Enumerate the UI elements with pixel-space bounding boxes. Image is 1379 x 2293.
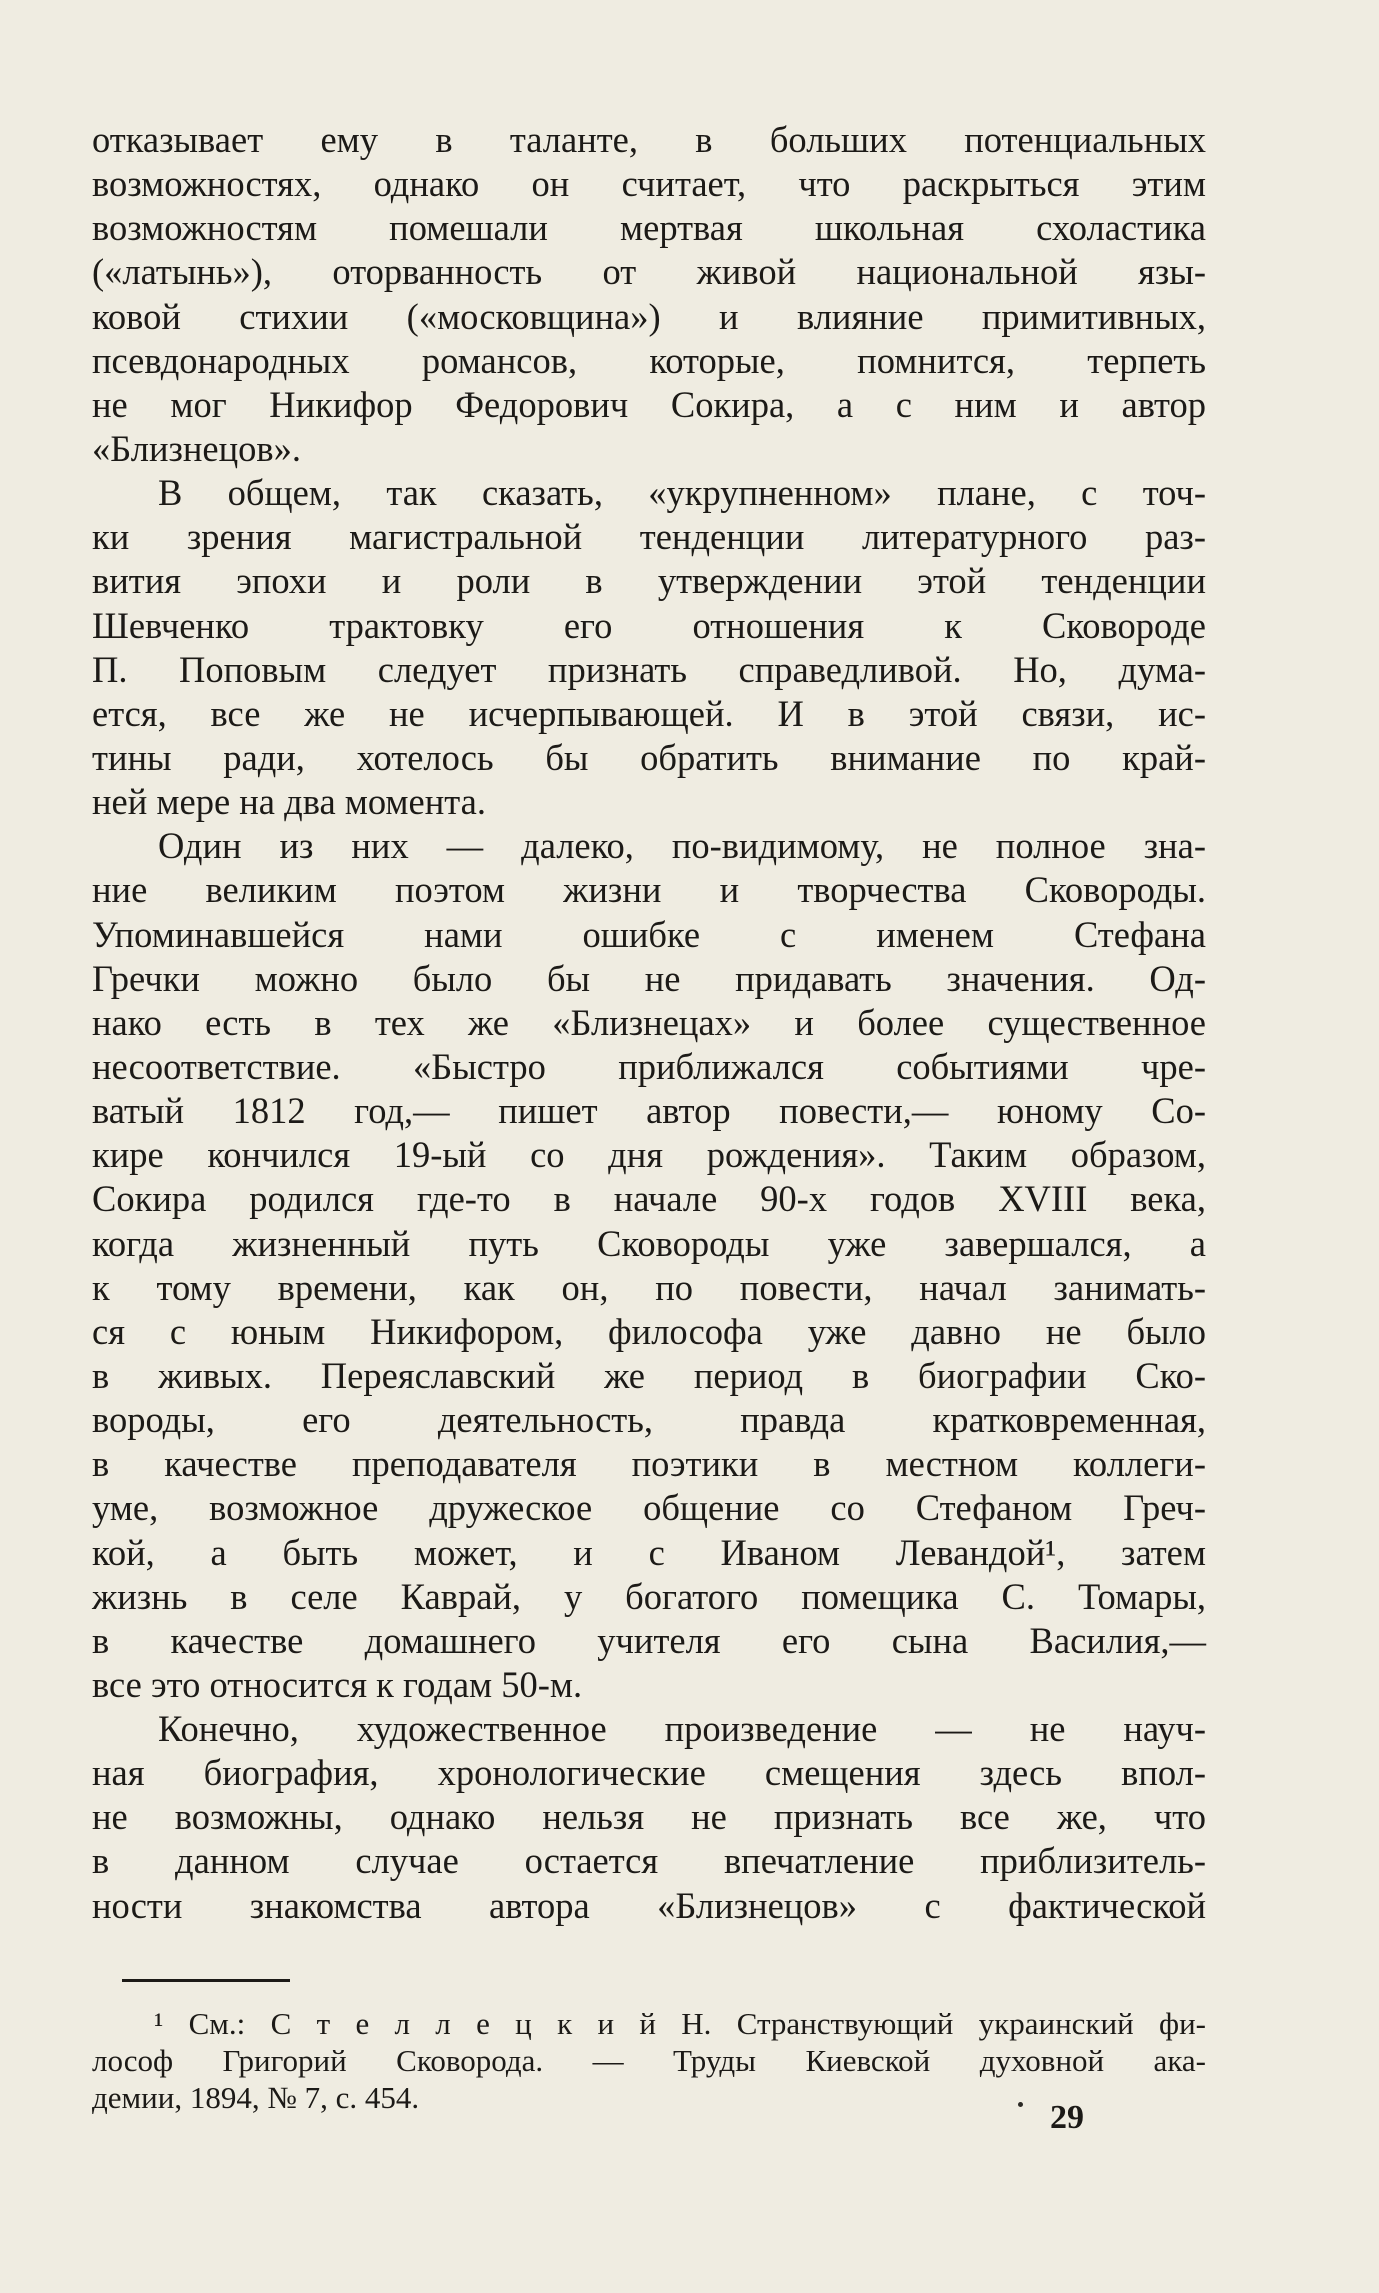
ink-speck [1018, 2102, 1023, 2107]
text-line: Конечно, художественное произведение — не науч- [158, 1708, 1206, 1750]
paragraph-3 [92, 824, 1206, 1707]
text-line: ки зрения магистральной тенденции литературного раз- [92, 516, 1206, 558]
text-line: кой, а быть может, и с Иваном Левандой¹, затем [92, 1531, 1206, 1573]
text-line: Гречки можно было бы не придавать значения. Од- [92, 957, 1206, 999]
text-line: ности знакомства автора «Близнецов» с фактической [92, 1884, 1206, 1926]
text-line: когда жизненный путь Сковороды уже завершался, а [92, 1222, 1206, 1264]
text-line: Шевченко трактовку его отношения к Сковороде [92, 604, 1206, 646]
text-line: в качестве домашнего учителя его сына Василия,— [92, 1619, 1206, 1661]
text-line: кире кончился 19-ый со дня рождения». Таким образом, [92, 1134, 1206, 1176]
text-line: ватый 1812 год,— пишет автор повести,— юному Со- [92, 1090, 1206, 1132]
text-line: ется, все же не исчерпывающей. И в этой связи, ис- [92, 692, 1206, 734]
text-line: Один из них — далеко, по-видимому, не полное зна- [158, 825, 1206, 867]
text-line: Сокира родился где-то в начале 90-х годов XVIII века, [92, 1178, 1206, 1220]
text-line: уме, возможное дружеское общение со Стефаном Греч- [92, 1487, 1206, 1529]
text-line: отказывает ему в таланте, в больших потенциальных [92, 119, 1206, 160]
text-line: вороды, его деятельность, правда кратковременная, [92, 1399, 1206, 1441]
text-line: в данном случае остается впечатление приблизитель- [92, 1840, 1206, 1882]
text-line: к тому времени, как он, по повести, начал занимать- [92, 1266, 1206, 1308]
text-line: вития эпохи и роли в утверждении этой тенденции [92, 560, 1206, 602]
text-line: Упоминавшейся нами ошибке с именем Стефана [92, 913, 1206, 955]
text-line: возможностям помешали мертвая школьная схоластика [92, 207, 1206, 249]
text-line: не возможны, однако нельзя не признать все же, что [92, 1796, 1206, 1838]
main-text [92, 118, 1206, 1928]
footnote-line: демии, 1894, № 7, с. 454. [92, 2080, 420, 2115]
text-line: ковой стихии («московщина») и влияние примитивных, [92, 295, 1206, 337]
text-line: ней мере на два момента. [92, 781, 486, 823]
text-line: ся с юным Никифором, философа уже давно не было [92, 1310, 1206, 1352]
footnote-divider [122, 1979, 290, 1982]
text-line: псевдонародных романсов, которые, помнится, терпеть [92, 339, 1206, 381]
paragraph-2 [92, 471, 1206, 824]
text-line: несоответствие. «Быстро приближался событиями чре- [92, 1045, 1206, 1087]
footnote-line: лософ Григорий Сковорода. — Труды Киевской духовной ака- [92, 2043, 1206, 2078]
text-line: не мог Никифор Федорович Сокира, а с ним и автор [92, 383, 1206, 425]
text-line: ная биография, хронологические смещения здесь впол- [92, 1752, 1206, 1794]
footnote [92, 2005, 1206, 2116]
text-line: П. Поповым следует признать справедливой. Но, дума- [92, 648, 1206, 690]
paragraph-1 [92, 118, 1206, 471]
text-line: тины ради, хотелось бы обратить внимание по край- [92, 736, 1206, 778]
text-line: жизнь в селе Каврай, у богатого помещика С. Томары, [92, 1575, 1206, 1617]
paragraph-4 [92, 1707, 1206, 1928]
footnote-line: ¹ См.: С т е л л е ц к и й Н. Странствующий украинский фи- [154, 2006, 1206, 2041]
text-line: возможностях, однако он считает, что раскрыться этим [92, 163, 1206, 205]
text-line: в живых. Переяславский же период в биографии Ско- [92, 1354, 1206, 1396]
text-line: ние великим поэтом жизни и творчества Сковороды. [92, 869, 1206, 911]
text-line: («латынь»), оторванность от живой национальной язы- [92, 251, 1206, 293]
text-line: в качестве преподавателя поэтики в местном коллеги- [92, 1443, 1206, 1485]
text-line: В общем, так сказать, «укрупненном» плане, с точ- [158, 472, 1206, 514]
text-line: все это относится к годам 50-м. [92, 1663, 583, 1705]
text-line: «Близнецов». [92, 427, 302, 469]
page-number: 29 [1050, 2099, 1084, 2136]
text-line: нако есть в тех же «Близнецах» и более существенное [92, 1001, 1206, 1043]
